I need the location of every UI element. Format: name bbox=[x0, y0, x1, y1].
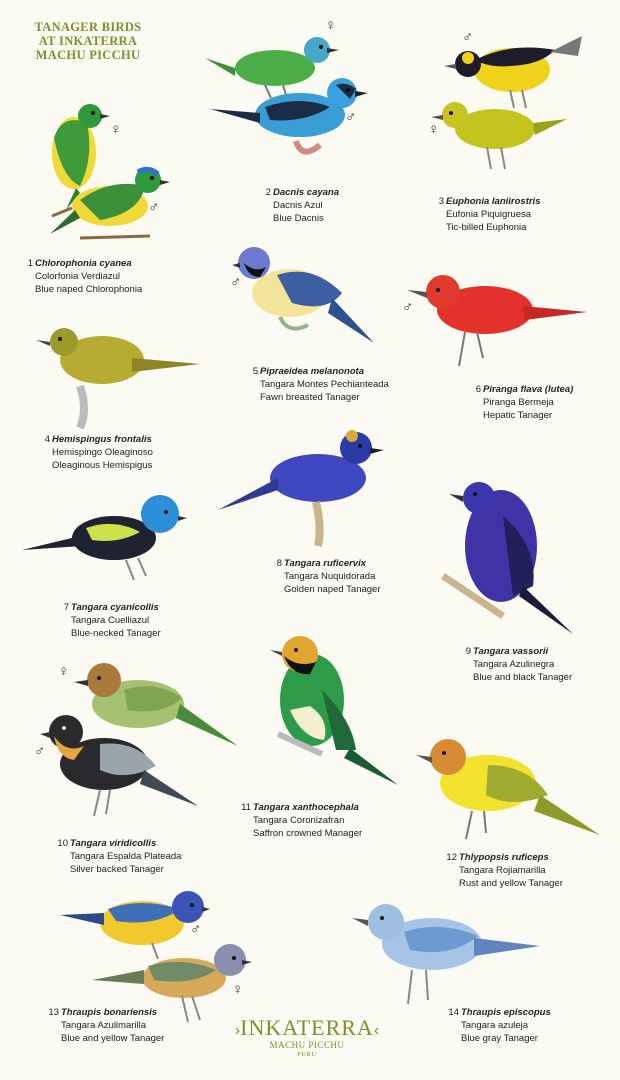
caption-number: 12 bbox=[446, 852, 457, 863]
scientific-name: Tangara ruficervix bbox=[284, 558, 367, 569]
scientific-name: Thraupis bonariensis bbox=[61, 1007, 158, 1018]
male-symbol: ♂ bbox=[148, 199, 160, 216]
caption-bird-5 bbox=[252, 365, 389, 404]
spanish-name: Tangara azuleja bbox=[461, 1020, 529, 1031]
caption-bird-13 bbox=[48, 1006, 165, 1045]
scientific-name: Thlypopsis ruficeps bbox=[459, 852, 549, 863]
caption-bird-11 bbox=[241, 801, 363, 840]
bird-4-illustration bbox=[32, 320, 202, 430]
female-symbol: ♀ bbox=[58, 663, 70, 680]
logo-ornament-right: ‹ bbox=[373, 1022, 380, 1039]
scientific-name: Dacnis cayana bbox=[273, 187, 340, 198]
male-symbol: ♂ bbox=[34, 743, 46, 760]
bird-3-female-illustration bbox=[425, 95, 570, 175]
caption-bird-8 bbox=[276, 557, 381, 596]
title-line-3: MACHU PICCHU bbox=[35, 48, 141, 62]
bird-9-illustration bbox=[443, 476, 583, 636]
spanish-name: Dacnis Azul bbox=[273, 200, 323, 211]
scientific-name: Tangara viridicollis bbox=[70, 838, 157, 849]
bird-12-illustration bbox=[412, 735, 602, 845]
caption-number: 4 bbox=[44, 434, 50, 445]
caption-bird-4 bbox=[44, 433, 153, 472]
caption-bird-14 bbox=[448, 1006, 551, 1045]
scientific-name: Tangara vassorii bbox=[473, 646, 549, 657]
bird-10-male-illustration bbox=[40, 710, 200, 820]
spanish-name: Tangara Montes Pechianteada bbox=[260, 379, 389, 390]
caption-bird-10 bbox=[57, 837, 182, 876]
english-name: Oleaginous Hemispigus bbox=[52, 460, 153, 471]
poster-title bbox=[14, 20, 162, 62]
caption-bird-9 bbox=[465, 645, 573, 684]
scientific-name: Hemispingus frontalis bbox=[52, 434, 152, 445]
caption-bird-12 bbox=[446, 851, 563, 890]
scientific-name: Chlorophonia cyanea bbox=[35, 258, 132, 269]
scientific-name: Tangara cyanicollis bbox=[71, 602, 159, 613]
caption-number: 5 bbox=[252, 366, 258, 377]
caption-number: 3 bbox=[438, 196, 444, 207]
female-symbol: ♀ bbox=[325, 17, 337, 34]
scientific-name: Thraupis episcopus bbox=[461, 1007, 551, 1018]
spanish-name: Tangara Rojiamarilla bbox=[459, 865, 546, 876]
caption-bird-1 bbox=[27, 257, 143, 296]
caption-number: 6 bbox=[475, 384, 481, 395]
english-name: Rust and yellow Tanager bbox=[459, 878, 563, 889]
english-name: Blue and yellow Tanager bbox=[61, 1033, 165, 1044]
female-symbol: ♀ bbox=[428, 121, 440, 138]
female-symbol: ♀ bbox=[110, 121, 122, 138]
logo-brand bbox=[232, 1016, 382, 1040]
caption-bird-6 bbox=[475, 383, 574, 422]
caption-number: 7 bbox=[63, 602, 69, 613]
caption-number: 8 bbox=[276, 558, 282, 569]
title-line-2: AT INKATERRA bbox=[38, 34, 138, 48]
logo-ornament-left: › bbox=[234, 1022, 241, 1039]
caption-number: 1 bbox=[27, 258, 33, 269]
caption-bird-3 bbox=[438, 195, 541, 234]
scientific-name: Tangara xanthocephala bbox=[253, 802, 359, 813]
caption-bird-2 bbox=[265, 186, 340, 225]
caption-number: 13 bbox=[48, 1007, 59, 1018]
logo-wordmark: INKATERRA bbox=[240, 1015, 374, 1040]
english-name: Blue and black Tanager bbox=[473, 672, 573, 683]
spanish-name: Piranga Bermeja bbox=[483, 397, 554, 408]
english-name: Blue gray Tanager bbox=[461, 1033, 538, 1044]
english-name: Silver backed Tanager bbox=[70, 864, 164, 875]
caption-bird-7 bbox=[63, 601, 161, 640]
male-symbol: ♂ bbox=[345, 109, 357, 126]
english-name: Hepatic Tanager bbox=[483, 410, 553, 421]
caption-number: 9 bbox=[465, 646, 471, 657]
bird-11-illustration bbox=[270, 630, 400, 790]
logo-subtitle: MACHU PICCHU bbox=[269, 1040, 345, 1050]
bird-7-illustration bbox=[22, 488, 187, 583]
male-symbol: ♂ bbox=[230, 274, 242, 291]
caption-number: 10 bbox=[57, 838, 68, 849]
english-name: Blue naped Chlorophonia bbox=[35, 284, 143, 295]
english-name: Golden naped Tanager bbox=[284, 584, 381, 595]
caption-number: 14 bbox=[448, 1007, 459, 1018]
bird-6-illustration bbox=[405, 268, 590, 368]
male-symbol: ♂ bbox=[190, 921, 202, 938]
spanish-name: Tangara Azulinegra bbox=[473, 659, 555, 670]
english-name: Fawn breasted Tanager bbox=[260, 392, 360, 403]
scientific-name: Euphonia laniirostris bbox=[446, 196, 541, 207]
spanish-name: Hemispingo Oleaginoso bbox=[52, 447, 153, 458]
bird-8-illustration bbox=[218, 428, 386, 548]
female-symbol: ♀ bbox=[232, 981, 244, 998]
scientific-name: Pipraeidea melanonota bbox=[260, 366, 365, 377]
spanish-name: Tangara Espalda Plateada bbox=[70, 851, 182, 862]
inkaterra-logo bbox=[232, 1016, 382, 1059]
spanish-name: Tangara Azulimarilla bbox=[61, 1020, 147, 1031]
male-symbol: ♂ bbox=[462, 29, 474, 46]
logo-country: PERU bbox=[297, 1051, 317, 1058]
english-name: Blue-necked Tanager bbox=[71, 628, 161, 639]
bird-5-illustration bbox=[232, 243, 377, 353]
male-symbol: ♂ bbox=[402, 299, 414, 316]
english-name: Blue Dacnis bbox=[273, 213, 324, 224]
caption-number: 11 bbox=[241, 802, 251, 813]
title-line-1: TANAGER BIRDS bbox=[34, 20, 142, 34]
spanish-name: Colorfonia Verdiazul bbox=[35, 271, 121, 282]
spanish-name: Tangara Cuelliazul bbox=[71, 615, 150, 626]
spanish-name: Tangara Coronizafran bbox=[253, 815, 345, 826]
bird-14-illustration bbox=[352, 900, 542, 1010]
scientific-name: Piranga flava (lutea) bbox=[483, 384, 574, 395]
spanish-name: Eufonia Piquigruesa bbox=[446, 209, 532, 220]
caption-number: 2 bbox=[265, 187, 271, 198]
english-name: Tic-billed Euphonia bbox=[446, 222, 527, 233]
spanish-name: Tangara Nuquidorada bbox=[284, 571, 376, 582]
english-name: Saffron crowned Manager bbox=[253, 828, 363, 839]
